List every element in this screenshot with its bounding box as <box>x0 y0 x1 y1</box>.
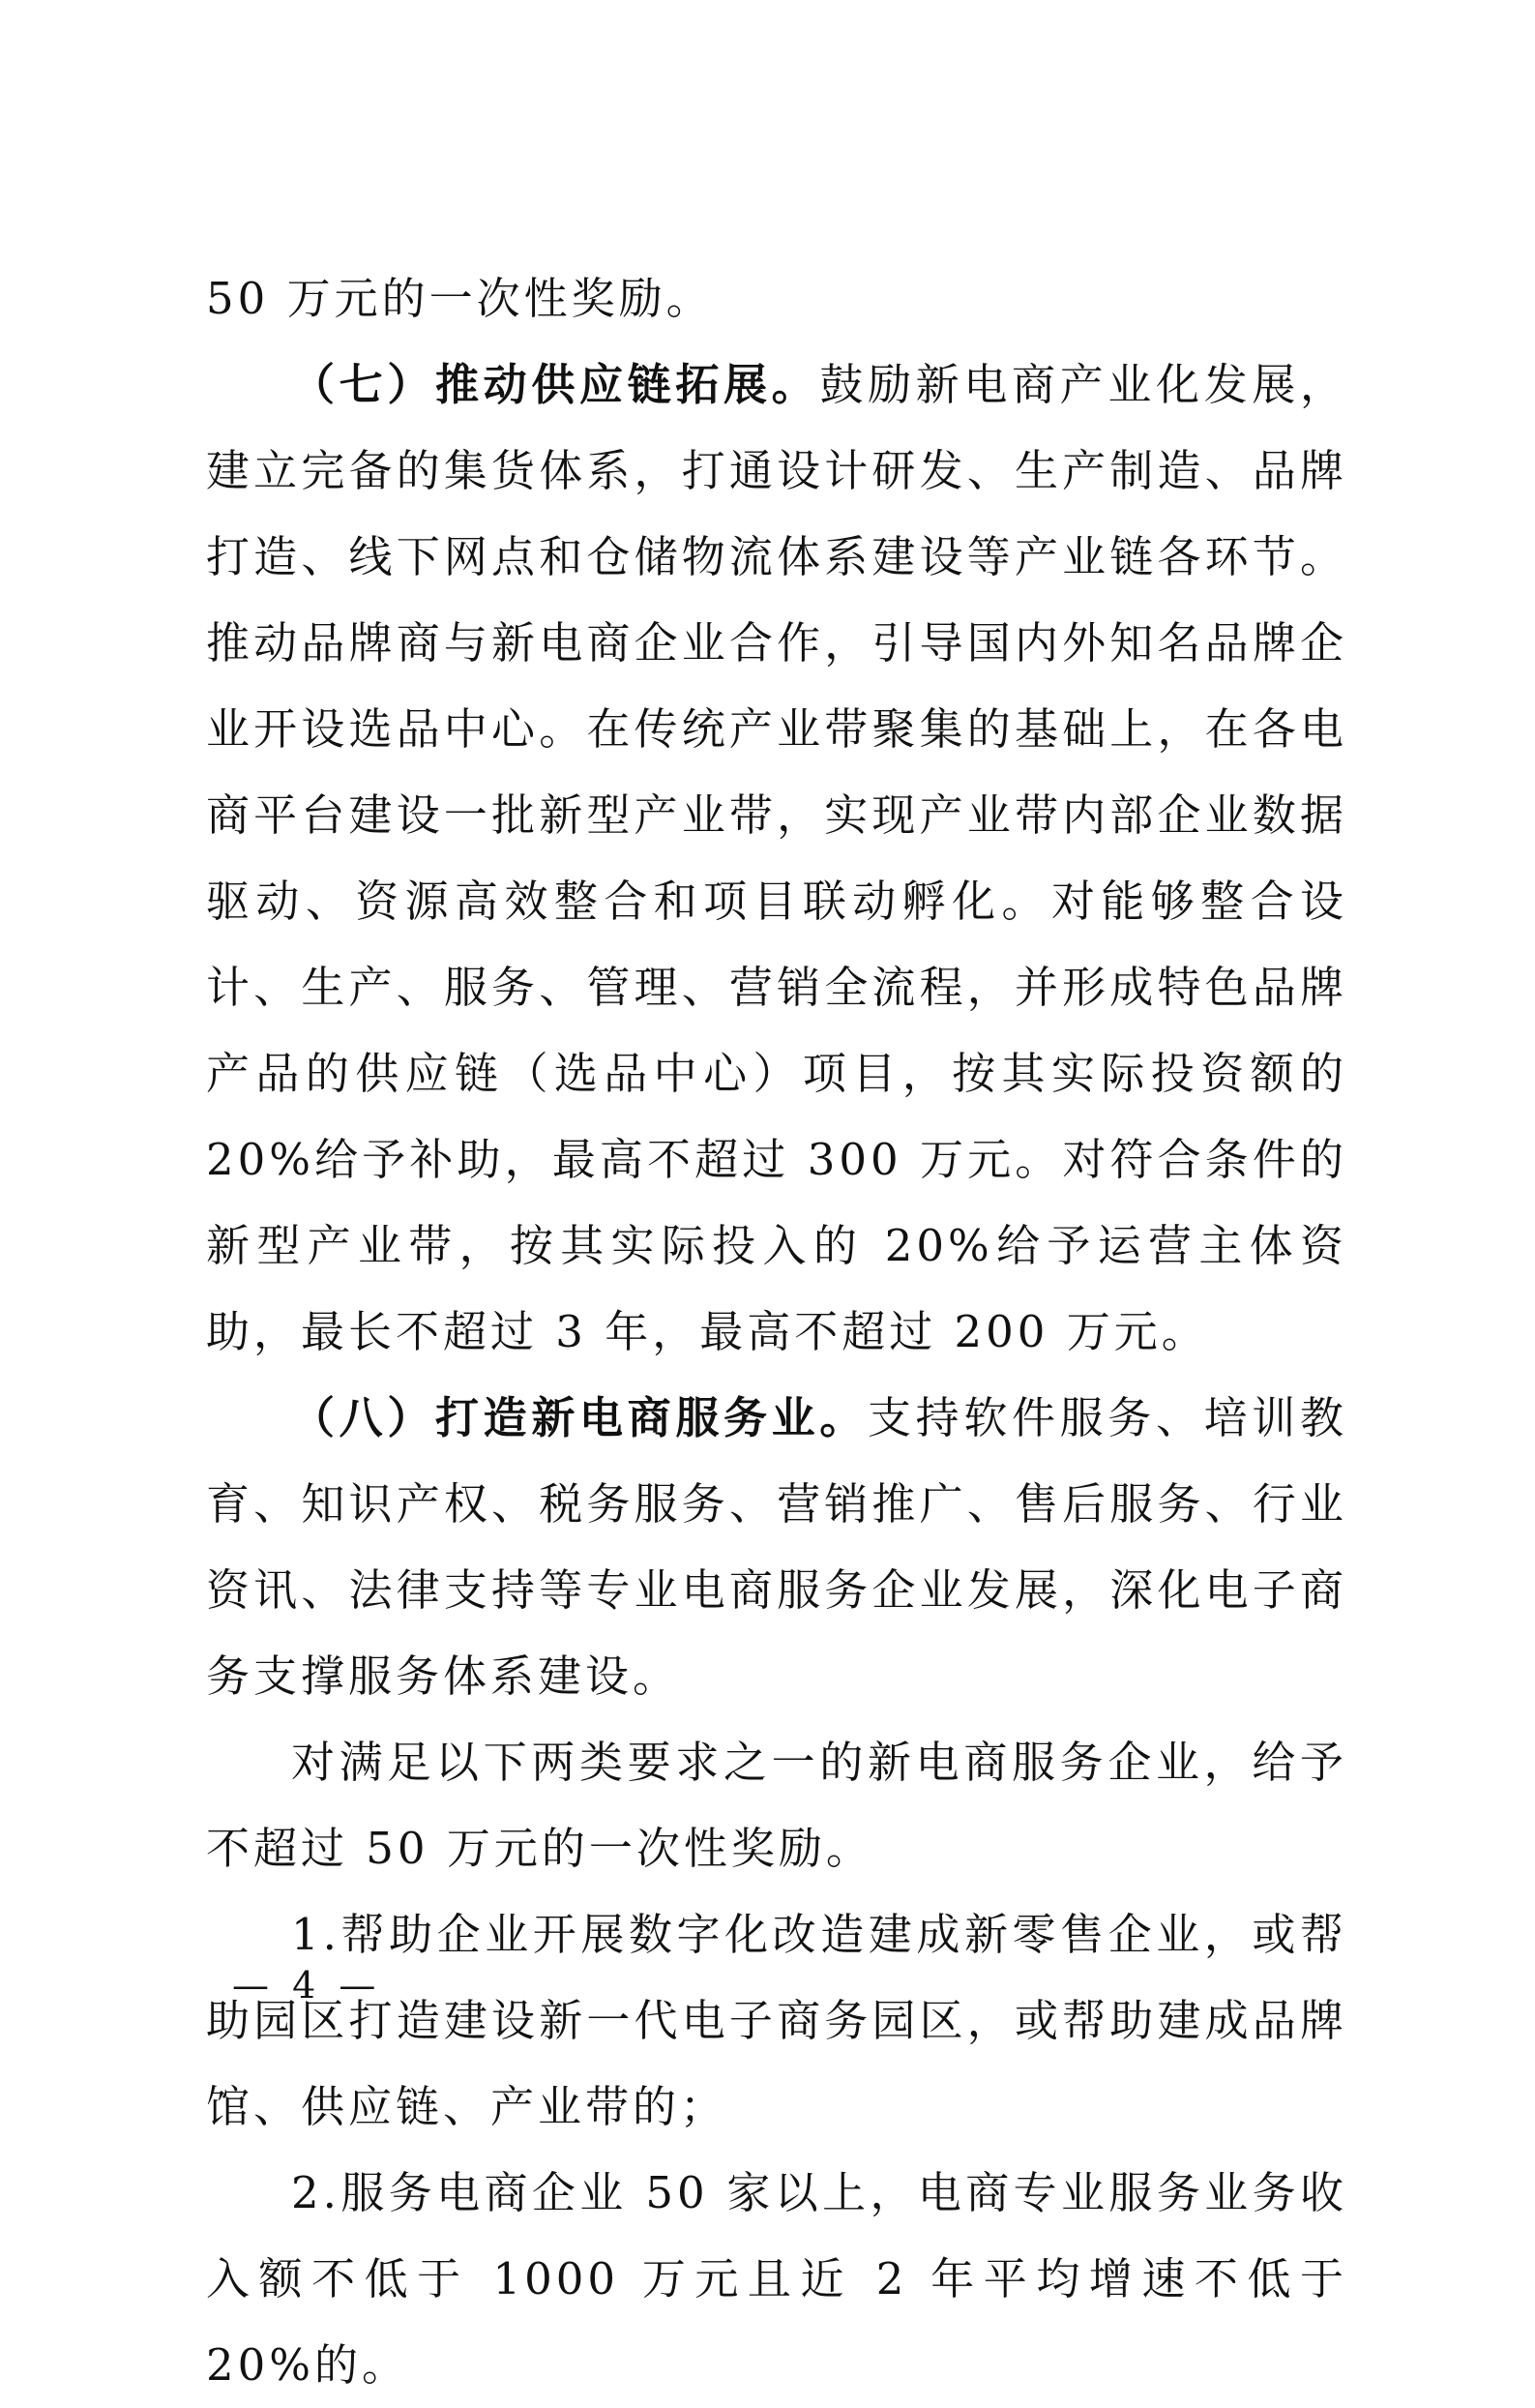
section-heading-seven: （七）推动供应链拓展。 <box>291 359 820 410</box>
paragraph-reward-condition: 对满足以下两类要求之一的新电商服务企业，给予不超过 50 万元的一次性奖励。 <box>206 1737 1347 1874</box>
paragraph-supply-chain <box>206 342 1347 1375</box>
page-number: — 4 — <box>232 1964 382 2007</box>
paragraph-text: 支持软件服务、培训教育、知识产权、税务服务、营销推广、售后服务、行业资讯、法律支持等专业电商服务企业发展，深化电子商务支撑服务体系建设。 <box>206 1392 1347 1702</box>
paragraph-text: 鼓励新电商产业化发展，建立完备的集货体系，打通设计研发、生产制造、品牌打造、线下网点和仓储物流体系建设等产业链各环节。推动品牌商与新电商企业合作，引导国内外知名品牌企业开设选品中心。在传统产业带聚集的基础上，在各电商平台建设一批新型产业带，实现产业带内部企业数据驱动、资源高效整合和项目联动孵化。对能够整合设计、生产、服务、管理、营销全流程，并形成特色品牌产品的供应链（选品中心）项目，按其实际投资额的 20%给予补助，最高不超过 300 万元。对符合条件的新型产业带，按其实际投入的 20%给予运营主体资助，最长不超过 3 年，最高不超过 200 万元。 <box>206 359 1347 1357</box>
paragraph-continuation: 50 万元的一次性奖励。 <box>206 273 714 324</box>
paragraph-service-industry <box>206 1375 1347 1719</box>
list-item-2: 2.服务电商企业 50 家以上，电商专业服务业务收入额不低于 1000 万元且近 2 年平均增速不低于 20%的。 <box>206 2167 1347 2391</box>
document-body <box>206 255 1347 2408</box>
list-item-1: 1.帮助企业开展数字化改造建成新零售企业，或帮助园区打造建设新一代电子商务园区，或帮助建成品牌馆、供应链、产业带的； <box>206 1909 1347 2132</box>
section-heading-eight: （八）打造新电商服务业。 <box>291 1392 868 1443</box>
